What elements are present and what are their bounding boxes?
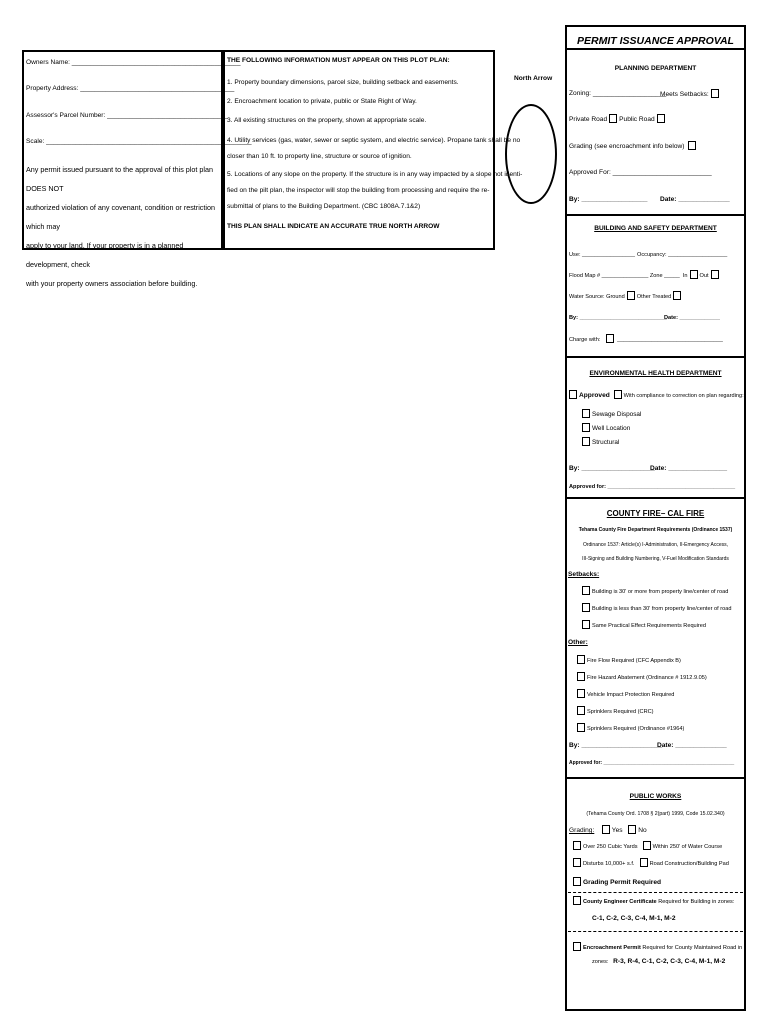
encroachment-zones-row bbox=[592, 957, 725, 967]
other-item-label: Fire Hazard Abatement (Ordinance # 1912.9.05) bbox=[587, 675, 707, 681]
private-road-checkbox[interactable] bbox=[609, 114, 617, 123]
yes-label: Yes bbox=[611, 827, 623, 834]
notice-line: Any permit issued pursuant to the approval of this plot plan DOES NOT bbox=[26, 165, 213, 193]
meets-setbacks-row bbox=[660, 89, 721, 100]
fire-heading: COUNTY FIRE– CAL FIRE bbox=[606, 509, 705, 518]
other-row bbox=[575, 689, 674, 700]
requirement-line: fied on the pilt plan, the inspector will stop the building from processing and require the re- bbox=[227, 187, 490, 194]
private-road-label: Private Road bbox=[569, 116, 608, 123]
disturbs-label: Disturbs 10,000+ s.f. bbox=[583, 861, 635, 867]
pw-disturbs-row bbox=[571, 858, 729, 869]
in-checkbox[interactable] bbox=[690, 270, 698, 279]
other-item-label: Sprinklers Required (Ordinance #1964) bbox=[587, 726, 685, 732]
requirement-line: closer than 10 ft. to property line, structure or source of ignition. bbox=[227, 153, 412, 160]
property-address-field[interactable]: Property Address: __________________________________________ bbox=[26, 85, 235, 92]
zoning-field[interactable]: Zoning: ____________________ bbox=[569, 90, 667, 97]
flood-map-row bbox=[569, 270, 721, 281]
env-date-field[interactable]: Date: ________________ bbox=[650, 465, 727, 472]
encroachment-label: Encroachment Permit bbox=[583, 945, 641, 951]
setback-row bbox=[580, 586, 728, 597]
other-treated-checkbox[interactable] bbox=[673, 291, 681, 300]
grading-no-checkbox[interactable] bbox=[628, 825, 636, 834]
road-construction-checkbox[interactable] bbox=[640, 858, 648, 867]
requirements-heading: THE FOLLOWING INFORMATION MUST APPEAR ON THIS PLOT PLAN: bbox=[227, 57, 450, 64]
env-item-row bbox=[580, 423, 630, 434]
env-item-label: Sewage Disposal bbox=[592, 411, 642, 418]
scale-field[interactable]: Scale: ________________________________________________________ bbox=[26, 138, 252, 145]
requirement-line: 2. Encroachment location to private, public or State Right of Way. bbox=[227, 98, 417, 105]
road-construction-label: Road Construction/Building Pad bbox=[649, 861, 729, 867]
permit-title: PERMIT ISSUANCE APPROVAL bbox=[577, 35, 734, 47]
other-row bbox=[575, 672, 707, 683]
grading-checkbox[interactable] bbox=[688, 141, 696, 150]
setback-row bbox=[580, 603, 731, 614]
other-item-label: Fire Flow Required (CFC Appendix B) bbox=[587, 658, 681, 664]
other-checkbox[interactable] bbox=[577, 689, 585, 698]
requirement-line: 4. Utility services (gas, water, sewer or septic system, and electric service). Propane tank shall be no bbox=[227, 137, 521, 144]
out-label: Out bbox=[699, 273, 709, 279]
fire-requirements-line: Tehama County Fire Department Requirements (Ordinance 1537) bbox=[578, 527, 733, 533]
env-approved-checkbox[interactable] bbox=[569, 390, 577, 399]
notice-line: apply to your land. If your property is in a planned development, check bbox=[26, 241, 184, 269]
other-checkbox[interactable] bbox=[577, 723, 585, 732]
setback-label: Building is less than 30' from property line/center of road bbox=[592, 606, 732, 612]
env-item-label: Well Location bbox=[592, 425, 631, 432]
setback-label: Same Practical Effect Requirements Required bbox=[592, 623, 706, 629]
requirement-line: 1. Property boundary dimensions, parcel size, building setback and easements. bbox=[227, 79, 459, 86]
structural-checkbox[interactable] bbox=[582, 437, 590, 446]
road-row bbox=[569, 114, 667, 125]
zone-field[interactable]: Zone _____ bbox=[649, 273, 680, 279]
county-engineer-checkbox[interactable] bbox=[573, 896, 581, 905]
fire-by-field[interactable]: By: ______________________ bbox=[569, 742, 663, 749]
county-engineer-rest: Required for Building in zones: bbox=[656, 899, 735, 905]
north-arrow-requirement: THIS PLAN SHALL INDICATE AN ACCURATE TRUE NORTH ARROW bbox=[227, 223, 440, 230]
requirement-line: 5. Locations of any slope on the property. If the structure is in any way impacted by a slope not identi- bbox=[227, 171, 523, 178]
fire-ordinance-line: III-Signing and Building Numbering, V-Fuel Modification Standards bbox=[582, 556, 729, 562]
other-treated-label: Other Treated bbox=[636, 294, 672, 300]
over-250-label: Over 250 Cubic Yards bbox=[583, 844, 638, 850]
other-row bbox=[575, 706, 654, 717]
setback-label: Building is 30' or more from property line/center of road bbox=[592, 589, 729, 595]
owners-name-field[interactable]: Owners Name: ______________________________________________ bbox=[26, 59, 241, 66]
env-approved-row bbox=[567, 390, 744, 401]
planning-heading: PLANNING DEPARTMENT bbox=[614, 65, 697, 72]
grading-permit-checkbox[interactable] bbox=[573, 877, 581, 886]
notice-line: with your property owners association before building. bbox=[26, 279, 198, 288]
setback-checkbox[interactable] bbox=[582, 620, 590, 629]
env-item-label: Structural bbox=[592, 439, 620, 446]
public-road-label: Public Road bbox=[619, 116, 655, 123]
in-label: In bbox=[682, 273, 688, 279]
env-approved-label: Approved bbox=[579, 392, 610, 399]
env-compliance-label: With compliance to correction on plan regarding: bbox=[623, 393, 744, 399]
pw-grading-label: Grading: bbox=[569, 827, 595, 834]
out-checkbox[interactable] bbox=[711, 270, 719, 279]
env-by-field[interactable]: By: ____________________ bbox=[569, 465, 655, 472]
charge-with-field[interactable]: __________________________________ bbox=[617, 337, 723, 343]
approved-for-field[interactable]: Approved For: ___________________________ bbox=[569, 169, 712, 176]
section-divider bbox=[565, 497, 746, 499]
env-item-row bbox=[580, 409, 641, 420]
charge-with-checkbox[interactable] bbox=[606, 334, 614, 343]
assessor-parcel-field[interactable]: Assessor's Parcel Number: _________________________________ bbox=[26, 112, 229, 119]
fire-ordinance-line: Ordinance 1537: Article(s) I-Administration, II-Emergency Access, bbox=[582, 542, 729, 548]
meets-setbacks-checkbox[interactable] bbox=[711, 89, 719, 98]
setback-checkbox[interactable] bbox=[582, 586, 590, 595]
north-arrow-label: North Arrow bbox=[514, 75, 553, 82]
setback-checkbox[interactable] bbox=[582, 603, 590, 612]
encroachment-rest: Required for County Maintained Road in bbox=[640, 945, 743, 951]
other-checkbox[interactable] bbox=[577, 706, 585, 715]
other-row bbox=[575, 655, 681, 666]
pw-grading-row bbox=[569, 825, 647, 836]
other-item-label: Sprinklers Required (CRC) bbox=[587, 709, 654, 715]
env-compliance-checkbox[interactable] bbox=[614, 390, 622, 399]
within-250-label: Within 250' of Water Course bbox=[652, 844, 723, 850]
dashed-divider bbox=[568, 892, 743, 893]
engineer-zones: C-1, C-2, C-3, C-4, M-1, M-2 bbox=[592, 915, 676, 922]
encroachment-row bbox=[571, 942, 742, 953]
encroachment-checkbox[interactable] bbox=[573, 942, 581, 951]
covenant-notice bbox=[26, 160, 221, 293]
env-health-heading: ENVIRONMENTAL HEALTH DEPARTMENT bbox=[589, 370, 722, 377]
county-engineer-label: County Engineer Certificate bbox=[583, 899, 657, 905]
well-location-checkbox[interactable] bbox=[582, 423, 590, 432]
county-engineer-row bbox=[571, 896, 734, 907]
notice-line: authorized violation of any covenant, condition or restriction which may bbox=[26, 203, 215, 231]
planning-date-field[interactable]: Date: ______________ bbox=[660, 196, 730, 203]
requirement-line: submittal of plans to the Building Department. (CBC 1808A.7.1&2) bbox=[227, 203, 421, 210]
setback-row bbox=[580, 620, 706, 631]
env-item-row bbox=[580, 437, 619, 448]
water-source-label: Water Source: Ground bbox=[569, 294, 625, 300]
dashed-divider bbox=[568, 931, 743, 932]
within-250-checkbox[interactable] bbox=[643, 841, 651, 850]
occupancy-field[interactable]: Occupancy: ___________________ bbox=[637, 252, 728, 258]
pw-volume-row bbox=[571, 841, 722, 852]
fire-date-field[interactable]: Date: ______________ bbox=[657, 742, 727, 749]
grading-label: Grading (see encroachment info below) bbox=[569, 143, 685, 150]
grading-permit-label: Grading Permit Required bbox=[583, 879, 662, 886]
ground-checkbox[interactable] bbox=[627, 291, 635, 300]
disturbs-checkbox[interactable] bbox=[573, 858, 581, 867]
grading-permit-row bbox=[571, 877, 661, 888]
building-heading: BUILDING AND SAFETY DEPARTMENT bbox=[594, 225, 717, 232]
section-divider bbox=[565, 777, 746, 779]
other-item-label: Vehicle Impact Protection Required bbox=[587, 692, 675, 698]
planning-by-field[interactable]: By: __________________ bbox=[569, 196, 648, 203]
other-checkbox[interactable] bbox=[577, 672, 585, 681]
charge-with-row bbox=[569, 334, 723, 345]
grading-row bbox=[569, 141, 698, 152]
building-by-field[interactable]: By: ____________________________ bbox=[569, 315, 667, 321]
north-arrow-circle[interactable] bbox=[505, 104, 557, 204]
building-date-field[interactable]: Date: _____________ bbox=[664, 315, 720, 321]
public-works-heading: PUBLIC WORKS bbox=[629, 793, 682, 800]
requirement-line: 3. All existing structures on the property, shown at appropriate scale. bbox=[227, 117, 427, 124]
public-road-checkbox[interactable] bbox=[657, 114, 665, 123]
flood-map-field[interactable]: Flood Map # _______________ bbox=[569, 273, 649, 279]
public-works-ordinance: (Tehama County Ord. 1708 § 2(part) 1999, Code 15.02.340) bbox=[586, 811, 725, 817]
charge-with-label: Charge with: bbox=[569, 337, 601, 343]
section-divider bbox=[565, 356, 746, 358]
section-divider bbox=[565, 214, 746, 216]
meets-setbacks-label: Meets Setbacks: bbox=[660, 91, 709, 98]
setbacks-label: Setbacks: bbox=[568, 571, 600, 578]
zones-label: zones: bbox=[592, 959, 609, 965]
water-source-row bbox=[569, 291, 683, 302]
fire-approved-for-field[interactable]: Approved for: _______________________________________________ bbox=[569, 760, 735, 766]
grading-yes-checkbox[interactable] bbox=[602, 825, 610, 834]
title-divider bbox=[565, 48, 746, 50]
no-label: No bbox=[638, 827, 647, 834]
other-label: Other: bbox=[568, 639, 588, 646]
other-checkbox[interactable] bbox=[577, 655, 585, 664]
use-field[interactable]: Use: _________________ bbox=[569, 252, 635, 258]
env-approved-for-field[interactable]: Approved for: _________________________________________ bbox=[569, 484, 736, 490]
other-row bbox=[575, 723, 684, 734]
over-250-checkbox[interactable] bbox=[573, 841, 581, 850]
encroachment-zones: R-3, R-4, C-1, C-2, C-3, C-4, M-1, M-2 bbox=[613, 958, 726, 965]
sewage-checkbox[interactable] bbox=[582, 409, 590, 418]
